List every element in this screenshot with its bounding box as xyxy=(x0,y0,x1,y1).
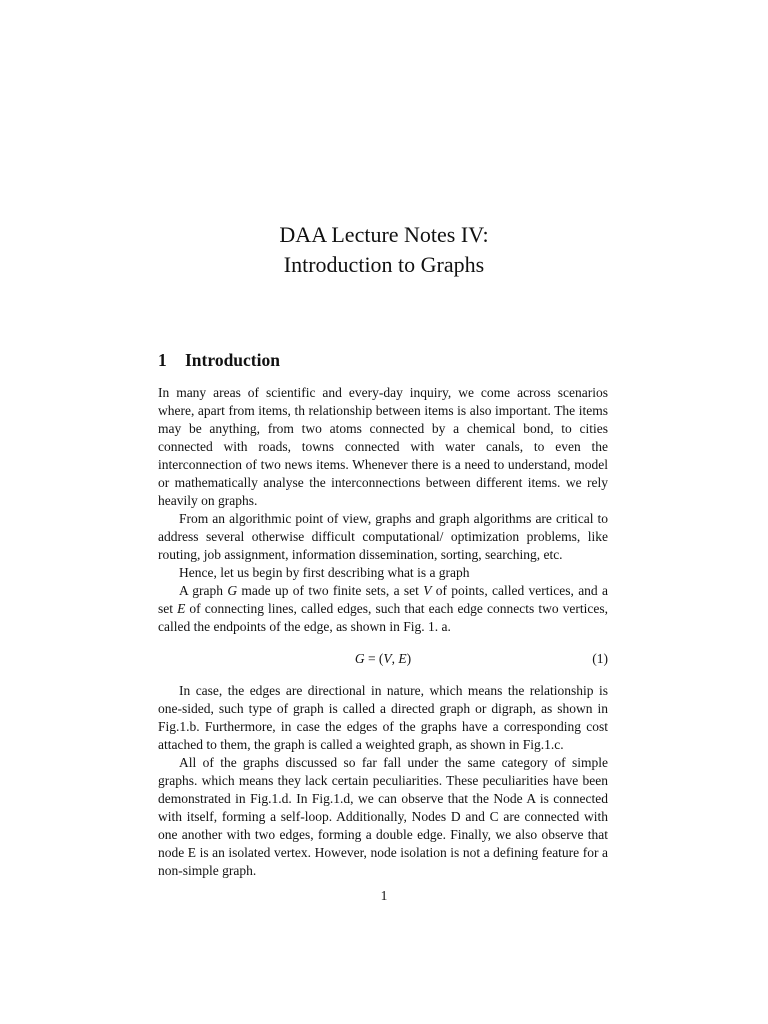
math-symbol-v: V xyxy=(423,583,432,598)
paragraph-3: Hence, let us begin by first describing what is a graph xyxy=(179,565,470,580)
equation-lhs: G xyxy=(354,651,365,666)
section-title: Introduction xyxy=(185,350,280,370)
equation-comma: , xyxy=(391,651,399,666)
math-symbol-e: E xyxy=(177,601,186,616)
paragraph-2: From an algorithmic point of view, graphs and graph algorithms are critical to address several otherwise difficult computational/ optimization problems, like routing, job assignment, information dissemination, sorting, searching, etc. xyxy=(158,511,608,562)
equation-equals: = ( xyxy=(364,651,384,666)
title-line-1: DAA Lecture Notes IV: xyxy=(279,222,489,247)
equation-number: (1) xyxy=(592,651,608,666)
paragraph-4-text-a: A graph xyxy=(179,583,228,598)
paragraph-1: In many areas of scientific and every-day inquiry, we come across scenarios where, apart from items, th relationship between items is also important. The items may be anything, from two atoms connected by a chemical bond, to cities connected with roads, towns connected with water canals, to even the interconnection of two news items. Whenever there is a need to understand, model or mathematically analyse the interconnections between different items. we rely heavily on graphs. xyxy=(158,385,608,508)
body-text xyxy=(158,384,608,880)
page-number: 1 xyxy=(380,888,388,903)
section-heading xyxy=(158,349,280,371)
document-title xyxy=(0,220,768,280)
paragraph-4 xyxy=(158,582,608,636)
title-line-2: Introduction to Graphs xyxy=(283,252,485,277)
paragraph-4-text-c: of points, called vertices, and a set xyxy=(158,583,608,616)
equation-v: V xyxy=(383,651,392,666)
equation-1 xyxy=(158,650,608,668)
section-number: 1 xyxy=(158,350,167,370)
paragraph-4-text-b: made up of two finite sets, a set xyxy=(237,583,424,598)
paragraph-6: All of the graphs discussed so far fall under the same category of simple graphs. which means they lack certain peculiarities. These peculiarities have been demonstrated in Fig.1.d. In Fig.1.d, we can observe that the Node A is connected with itself, forming a self-loop. Additionally, Nodes D and C are connected with one another with two edges, forming a double edge. Finally, we also observe that node E is an isolated vertex. However, node isolation is not a defining feature for a non-simple graph. xyxy=(158,755,608,878)
paragraph-5: In case, the edges are directional in nature, which means the relationship is one-sided, such type of graph is called a directed graph or digraph, as shown in Fig.1.b. Furthermore, in case the edges of the graphs have a corresponding cost attached to them, the graph is called a weighted graph, as shown in Fig.1.c. xyxy=(158,683,608,752)
equation-e: E xyxy=(398,651,407,666)
equation-close: ) xyxy=(406,651,412,666)
math-symbol-g: G xyxy=(227,583,238,598)
paragraph-4-text-d: of connecting lines, called edges, such that each edge connects two vertices, called the endpoints of the edge, as shown in Fig. 1. a. xyxy=(158,601,608,634)
equation-body xyxy=(158,650,608,668)
